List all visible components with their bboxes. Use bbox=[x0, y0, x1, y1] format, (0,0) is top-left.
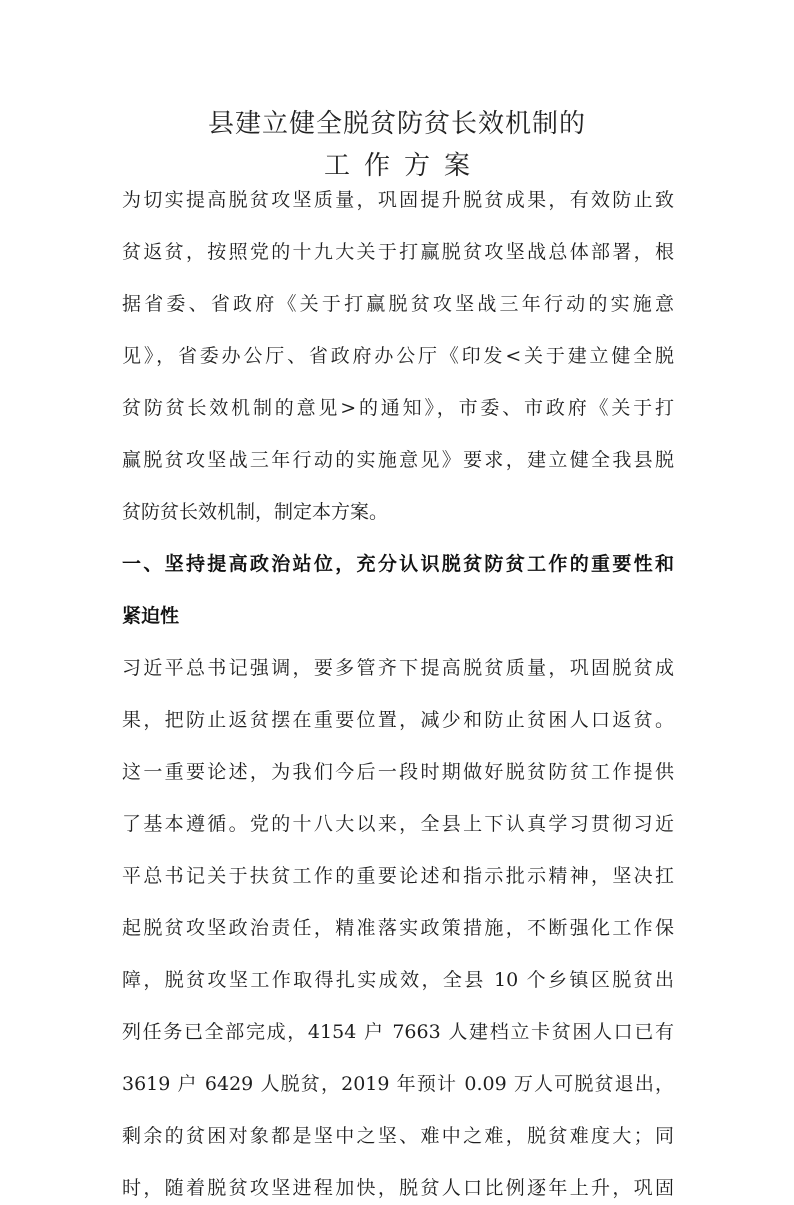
section-heading: 一、坚持提高政治站位，充分认识脱贫防贫工作的重要性和 bbox=[122, 553, 674, 575]
intro-line: 贫返贫，按照党的十九大关于打赢脱贫攻坚战总体部署，根 bbox=[122, 241, 674, 263]
body-line: 习近平总书记强调，要多管齐下提高脱贫质量，巩固脱贫成 bbox=[122, 657, 674, 679]
body-line: 3619 户 6429 人脱贫，2019 年预计 0.09 万人可脱贫退出， bbox=[122, 1073, 674, 1095]
body-line: 了基本遵循。党的十八大以来，全县上下认真学习贯彻习近 bbox=[122, 813, 674, 835]
intro-line: 为切实提高脱贫攻坚质量，巩固提升脱贫成果，有效防止致 bbox=[122, 189, 674, 211]
body-line: 果，把防止返贫摆在重要位置，减少和防止贫困人口返贫。 bbox=[122, 709, 674, 731]
body-line: 这一重要论述，为我们今后一段时期做好脱贫防贫工作提供 bbox=[122, 761, 674, 783]
intro-line: 据省委、省政府《关于打赢脱贫攻坚战三年行动的实施意 bbox=[122, 293, 674, 315]
document-title-line-1: 县建立健全脱贫防贫长效机制的 bbox=[207, 109, 586, 139]
body-line: 列任务已全部完成，4154 户 7663 人建档立卡贫困人口已有 bbox=[122, 1021, 674, 1043]
intro-line: 见》，省委办公厅、省政府办公厅《印发<关于建立健全脱 bbox=[122, 345, 674, 367]
body-line: 障，脱贫攻坚工作取得扎实成效，全县 10 个乡镇区脱贫出 bbox=[122, 969, 674, 991]
body-line: 起脱贫攻坚政治责任，精准落实政策措施，不断强化工作保 bbox=[122, 917, 674, 939]
section-heading: 紧迫性 bbox=[122, 605, 180, 627]
document-title-line-2: 工作方案 bbox=[323, 151, 484, 181]
body-line: 平总书记关于扶贫工作的重要论述和指示批示精神，坚决扛 bbox=[122, 865, 674, 887]
body-line: 剩余的贫困对象都是坚中之坚、难中之难，脱贫难度大；同 bbox=[122, 1125, 674, 1147]
intro-line: 赢脱贫攻坚战三年行动的实施意见》要求，建立健全我县脱 bbox=[122, 449, 674, 471]
intro-line: 贫防贫长效机制，制定本方案。 bbox=[122, 501, 389, 523]
intro-line: 贫防贫长效机制的意见>的通知》，市委、市政府《关于打 bbox=[122, 397, 674, 419]
body-line: 时，随着脱贫攻坚进程加快，脱贫人口比例逐年上升，巩固 bbox=[122, 1177, 674, 1199]
